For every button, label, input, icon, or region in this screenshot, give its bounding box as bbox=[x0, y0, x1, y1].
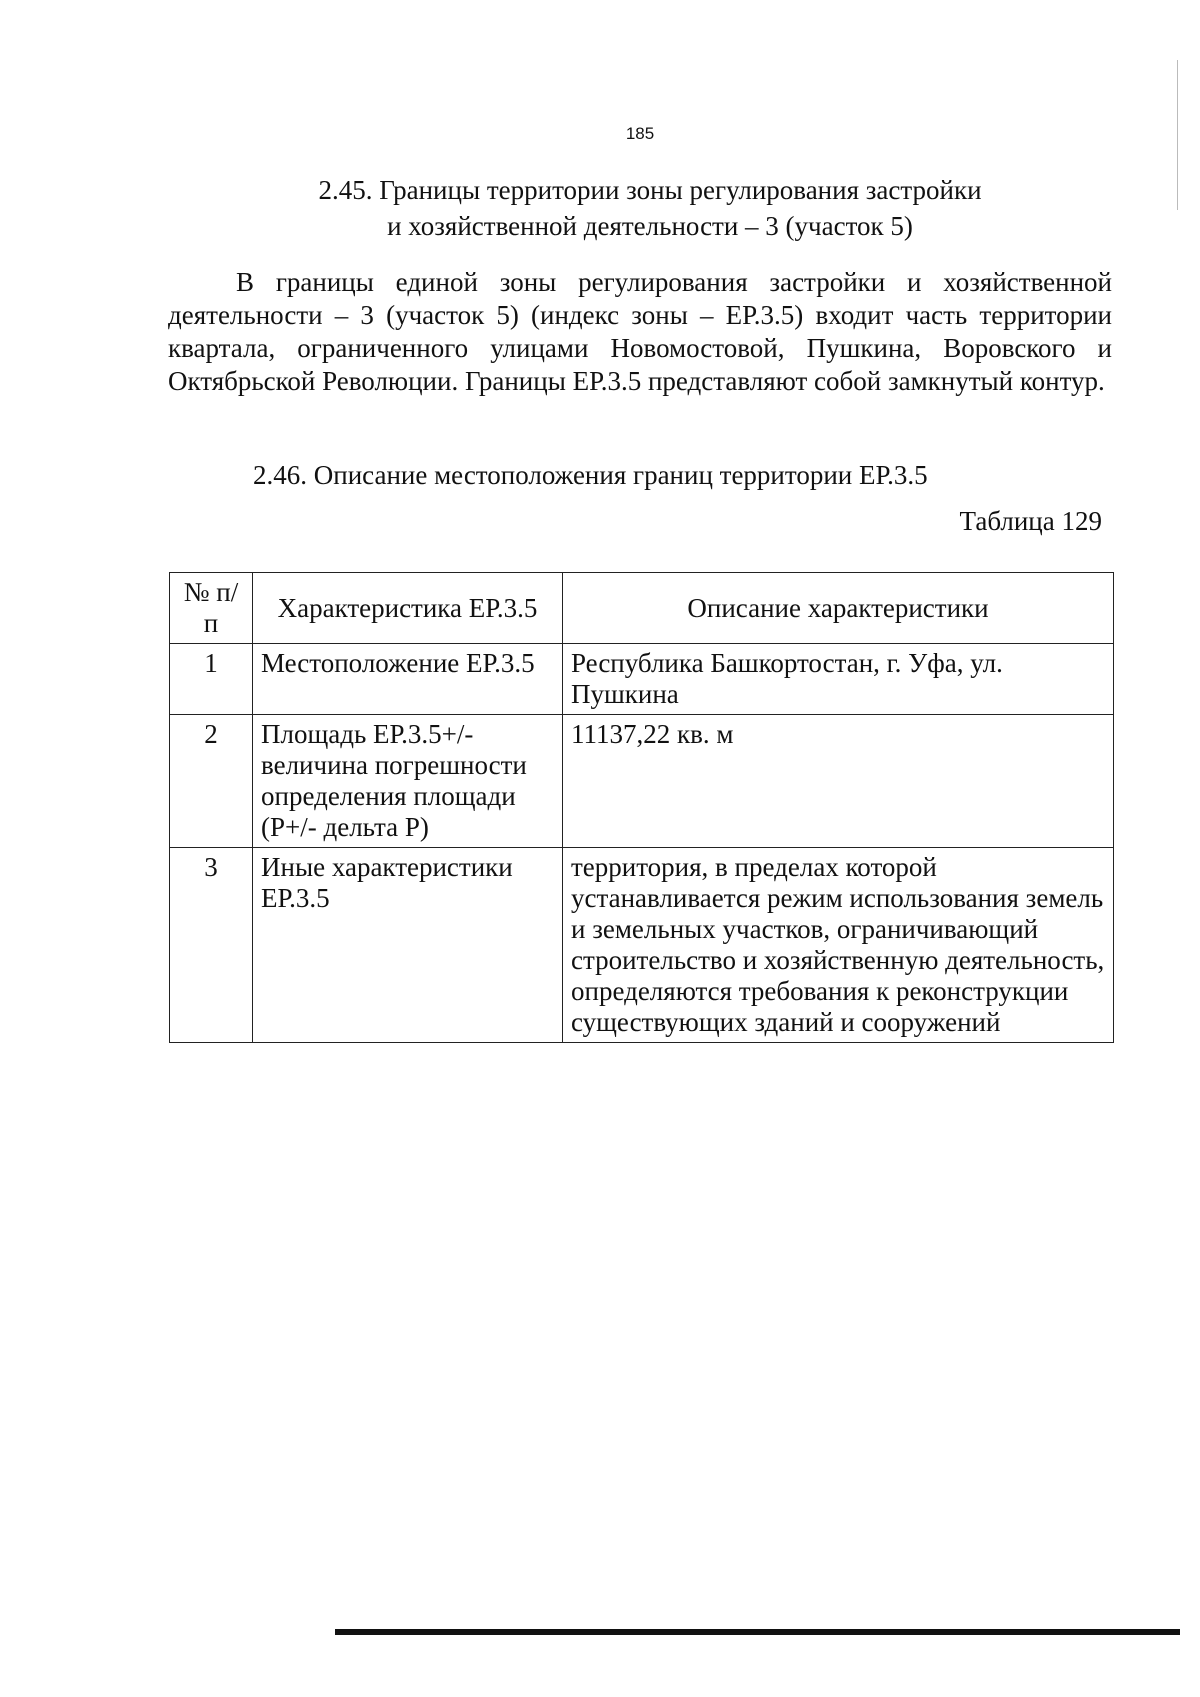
section-title bbox=[150, 172, 1150, 244]
section-title-line-1: 2.45. Границы территории зоны регулирования застройки bbox=[318, 175, 982, 205]
row-number: 3 bbox=[170, 848, 253, 1043]
row-characteristic: Местоположение ЕР.3.5 bbox=[253, 644, 563, 715]
header-characteristic: Характеристика ЕР.3.5 bbox=[253, 573, 563, 644]
table-row bbox=[170, 848, 1114, 1043]
header-number: № п/п bbox=[170, 573, 253, 644]
page-number: 185 bbox=[625, 124, 655, 143]
subsection-title: 2.46. Описание местоположения границ территории ЕР.3.5 bbox=[253, 460, 928, 490]
header-description: Описание характеристики bbox=[563, 573, 1114, 644]
row-number: 2 bbox=[170, 715, 253, 848]
table-row bbox=[170, 644, 1114, 715]
row-number: 1 bbox=[170, 644, 253, 715]
row-description: Республика Башкортостан, г. Уфа, ул. Пушкина bbox=[563, 644, 1114, 715]
row-description: 11137,22 кв. м bbox=[563, 715, 1114, 848]
section-paragraph: В границы единой зоны регулирования застройки и хозяйственной деятельности – 3 (участок 5) (индекс зоны – ЕР.3.5) входит часть территории квартала, ограниченного улицами Новомостовой, Пушкина, Воровского и Октябрьской Революции. Границы ЕР.3.5 представляют собой замкнутый контур. bbox=[168, 267, 1112, 396]
row-characteristic: Площадь ЕР.3.5+/- величина погрешности определения площади (Р+/- дельта Р) bbox=[253, 715, 563, 848]
characteristics-table bbox=[169, 572, 1114, 1043]
table-header-row bbox=[170, 573, 1114, 644]
row-description: территория, в пределах которой устанавливается режим использования земель и земельных участков, ограничивающий строительство и хозяйственную деятельность, определяются требования к реконструкции существующих зданий и сооружений bbox=[563, 848, 1114, 1043]
row-characteristic: Иные характеристики ЕР.3.5 bbox=[253, 848, 563, 1043]
table-caption: Таблица 129 bbox=[959, 506, 1102, 536]
bottom-rule bbox=[335, 1629, 1180, 1635]
section-title-line-2: и хозяйственной деятельности – 3 (участок 5) bbox=[387, 211, 913, 241]
table-row bbox=[170, 715, 1114, 848]
